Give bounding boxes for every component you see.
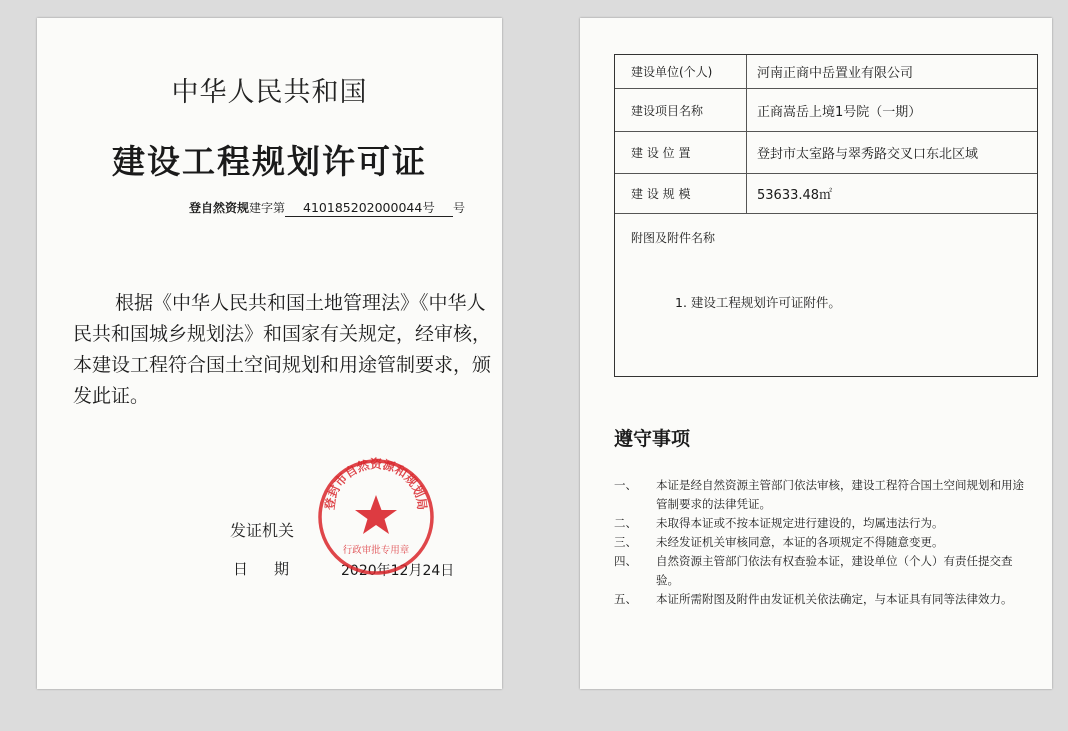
row-label: 建 设 规 模 (615, 174, 747, 213)
rule-item (614, 590, 1034, 609)
rules-list (614, 476, 1034, 609)
certificate-front-page (37, 18, 502, 689)
rule-item (614, 552, 1034, 590)
row-label: 建 设 位 置 (615, 132, 747, 173)
certificate-number-line (189, 198, 465, 217)
rule-text: 未经发证机关审核同意，本证的各项规定不得随意变更。 (656, 535, 944, 549)
row-label: 建设项目名称 (615, 89, 747, 131)
certificate-body-text: 根据《中华人民共和国土地管理法》《中华人民共和国城乡规划法》和国家有关规定，经审核，本建设工程符合国土空间规划和用途管制要求，颁发此证。 (73, 292, 492, 407)
table-row (615, 132, 1037, 174)
row-label: 建设单位(个人) (615, 55, 747, 88)
rule-number: 五、 (614, 592, 637, 606)
project-info-table (614, 54, 1038, 377)
rule-item (614, 533, 1034, 552)
row-value: 53633.48㎡ (757, 188, 833, 203)
certificate-number: 410185202000044号 (285, 198, 453, 217)
rule-text: 本证是经自然资源主管部门依法审核，建设工程符合国土空间规划和用途管制要求的法律凭证。 (656, 478, 1024, 511)
table-row (615, 55, 1037, 89)
table-row (615, 89, 1037, 132)
country-name: 中华人民共和国 (171, 77, 368, 108)
issuer-label: 发证机关 (230, 521, 295, 540)
rule-text: 未取得本证或不按本证规定进行建设的，均属违法行为。 (656, 516, 944, 530)
rule-number: 一、 (614, 478, 637, 492)
cert-prefix-bold: 登自然资规 (189, 201, 250, 215)
date-label: 日期 (233, 560, 316, 578)
cert-prefix: 建字第 (249, 201, 286, 215)
rule-number: 四、 (614, 554, 637, 568)
certificate-back-page (580, 18, 1052, 689)
attachments-label: 附图及附件名称 (631, 231, 716, 245)
row-value: 登封市太室路与翠秀路交叉口东北区域 (757, 147, 979, 162)
rule-item (614, 514, 1034, 533)
certificate-title: 建设工程规划许可证 (112, 142, 427, 181)
official-seal-icon (316, 457, 436, 577)
row-value: 河南正商中岳置业有限公司 (757, 66, 914, 81)
rule-text: 本证所需附图及附件由发证机关依法确定，与本证具有同等法律效力。 (656, 592, 1013, 606)
rule-number: 三、 (614, 535, 637, 549)
rule-item (614, 476, 1034, 514)
seal-ring-text: 登封市自然资源和规划局 (322, 457, 430, 511)
certificate-body (73, 288, 491, 412)
row-value: 正商嵩岳上境1号院（一期） (757, 104, 922, 120)
issue-date: 2020年12月24日 (341, 563, 455, 579)
table-row (615, 174, 1037, 214)
seal-bottom-text: 行政审批专用章 (342, 545, 410, 556)
attachment-item: 1. 建设工程规划许可证附件。 (675, 295, 841, 310)
rule-number: 二、 (614, 516, 637, 530)
rules-title: 遵守事项 (614, 428, 691, 450)
cert-suffix: 号 (453, 201, 466, 215)
rule-text: 自然资源主管部门依法有权查验本证，建设单位（个人）有责任提交查验。 (656, 554, 1013, 587)
